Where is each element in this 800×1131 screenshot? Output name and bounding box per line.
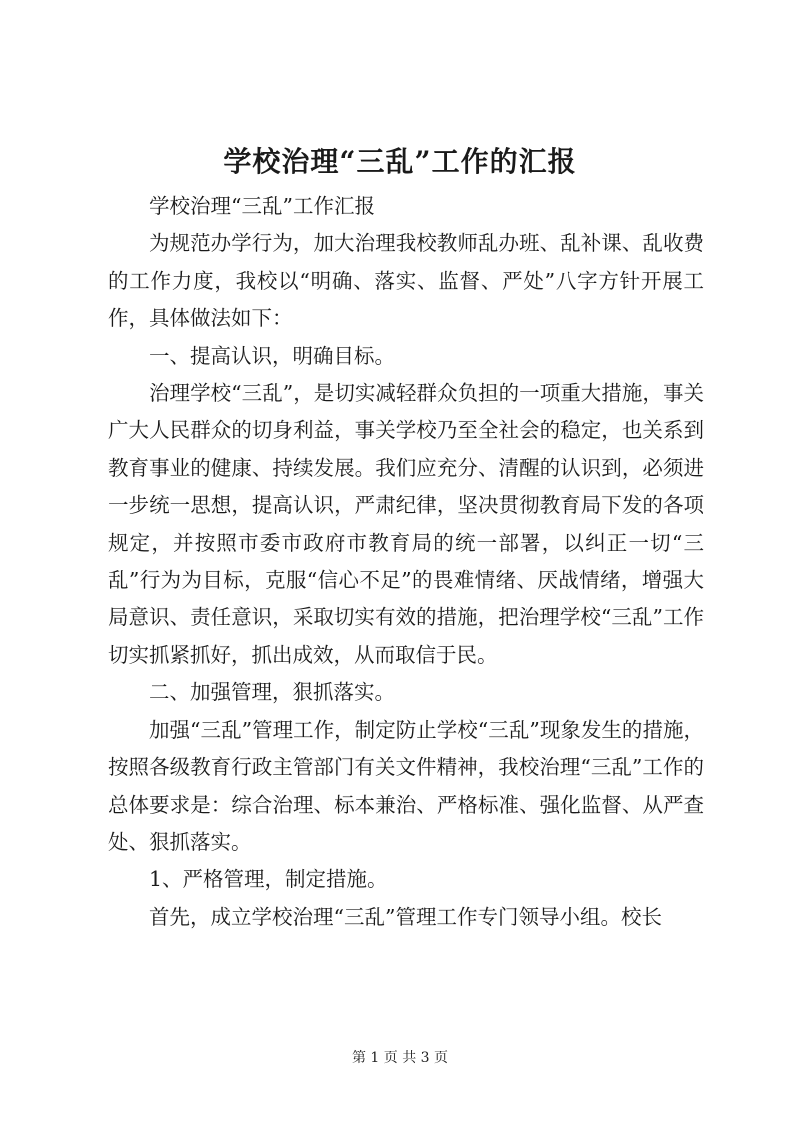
paragraph-intro: 为规范办学行为，加大治理我校教师乱办班、乱补课、乱收费的工作力度，我校以“明确、落实、监督、严处”八字方针开展工作，具体做法如下： (108, 231, 704, 331)
paragraph-section-2: 加强“三乱”管理工作，制定防止学校“三乱”现象发生的措施，按照各级教育行政主管部门有关文件精神，我校治理“三乱”工作的总体要求是：综合治理、标本兼治、严格标准、强化监督、从严查处、狠抓落实。 (108, 717, 704, 854)
subsection-heading-1: 1、严格管理，制定措施。 (149, 867, 388, 892)
document-title: 学校治理“三乱”工作的汇报 (223, 145, 577, 178)
page-footer: 第 1 页 共 3 页 (351, 1050, 449, 1066)
document-body (108, 188, 704, 936)
section-heading-1: 一、提高认识，明确目标。 (149, 343, 395, 368)
paragraph-subtitle: 学校治理“三乱”工作汇报 (149, 194, 375, 218)
paragraph-section-1: 治理学校“三乱”，是切实减轻群众负担的一项重大措施，事关广大人民群众的切身利益，事关学校乃至全社会的稳定，也关系到教育事业的健康、持续发展。我们应充分、清醒的认识到，必须进一步统一思想，提高认识，严肃纪律，坚决贯彻教育局下发的各项规定，并按照市委市政府市教育局的统一部署，以纠正一切“三乱”行为为目标，克服“信心不足”的畏难情绪、厌战情绪，增强大局意识、责任意识，采取切实有效的措施，把治理学校“三乱”工作切实抓紧抓好，抓出成效，从而取信于民。 (108, 381, 704, 667)
section-heading-2: 二、加强管理，狠抓落实。 (149, 680, 395, 705)
paragraph-subsection-1: 首先，成立学校治理“三乱”管理工作专门领导小组。校长 (149, 904, 662, 929)
